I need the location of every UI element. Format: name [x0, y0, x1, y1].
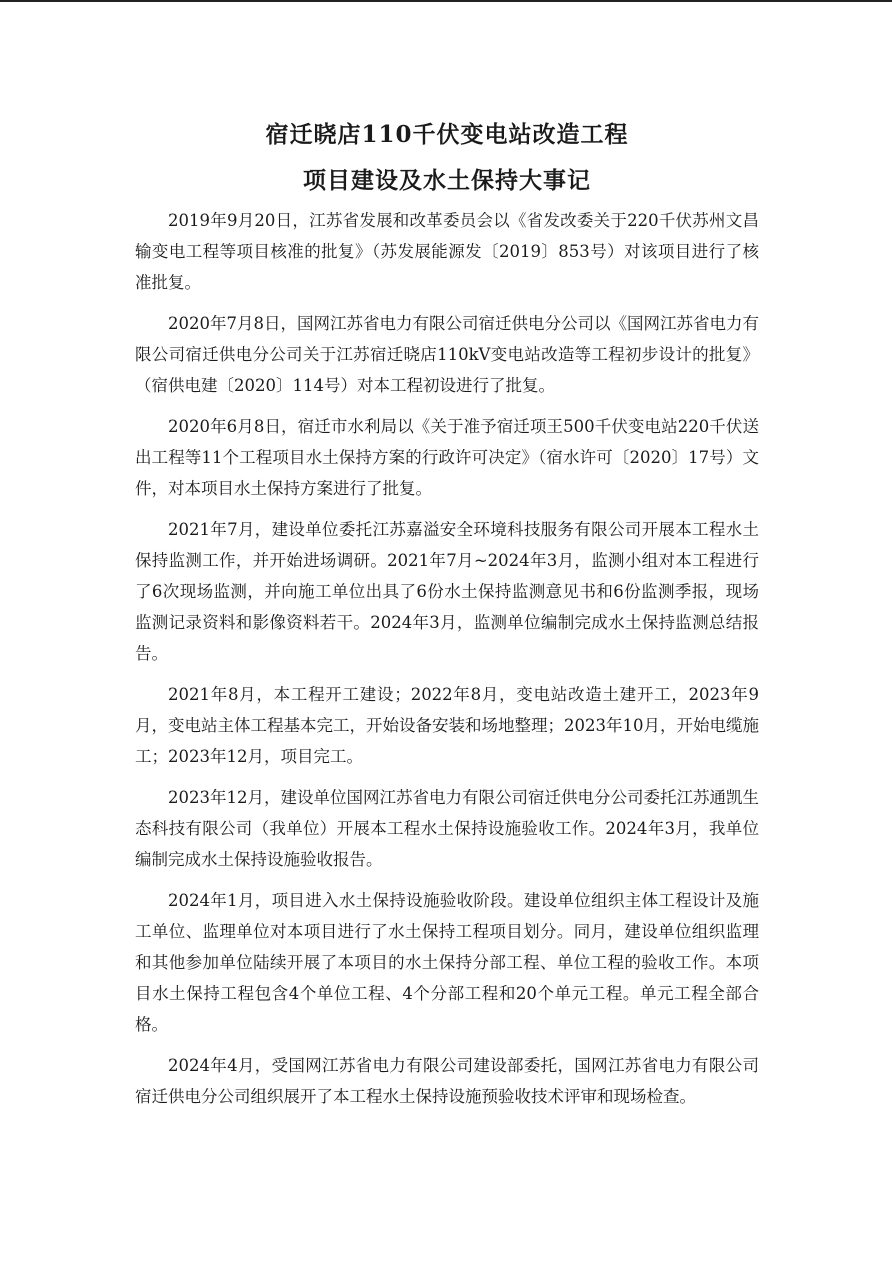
paragraph-preliminary-design-approval: 2020年7月8日，国网江苏省电力有限公司宿迁供电分公司以《国网江苏省电力有限公司宿迁供电分公司关于江苏宿迁晓店110kV变电站改造等工程初步设计的批复》（宿供电建〔2020〕114号）对本工程初设进行了批复。: [135, 314, 759, 395]
paragraph-soil-conservation-plan-approval: 2020年6月8日，宿迁市水利局以《关于准予宿迁项王500千伏变电站220千伏送出工程等11个工程项目水土保持方案的行政许可决定》（宿水许可〔2020〕17号）文件，对本项目水土保持方案进行了批复。: [135, 417, 759, 498]
paragraph-acceptance-commission: 2023年12月，建设单位国网江苏省电力有限公司宿迁供电分公司委托江苏通凯生态科技有限公司（我单位）开展本工程水土保持设施验收工作。2024年3月，我单位编制完成水土保持设施验收报告。: [135, 788, 759, 869]
paragraph-project-approval: 2019年9月20日，江苏省发展和改革委员会以《省发改委关于220千伏苏州文昌输变电工程等项目核准的批复》（苏发展能源发〔2019〕853号）对该项目进行了核准批复。: [135, 211, 759, 292]
paragraph-acceptance-stage: 2024年1月，项目进入水土保持设施验收阶段。建设单位组织主体工程设计及施工单位、监理单位对本项目进行了水土保持工程项目划分。同月，建设单位组织监理和其他参加单位陆续开展了本项目的水土保持分部工程、单位工程的验收工作。本项目水土保持工程包含4个单位工程、4个分部工程和20个单元工程。单元工程全部合格。: [135, 891, 759, 1034]
paragraph-construction-timeline: 2021年8月，本工程开工建设；2022年8月，变电站改造土建开工，2023年9月，变电站主体工程基本完工，开始设备安装和场地整理；2023年10月，开始电缆施工；2023年12月，项目完工。: [135, 685, 759, 766]
page-top-border: [0, 0, 892, 2]
paragraph-pre-acceptance-review: 2024年4月，受国网江苏省电力有限公司建设部委托，国网江苏省电力有限公司宿迁供电分公司组织展开了本工程水土保持设施预验收技术评审和现场检查。: [135, 1056, 759, 1106]
document-title-line2: 项目建设及水土保持大事记: [303, 167, 591, 194]
document-title-line1: 宿迁晓店110千伏变电站改造工程: [265, 121, 629, 148]
document-body: [135, 205, 759, 1122]
paragraph-monitoring-work: 2021年7月，建设单位委托江苏嘉溢安全环境科技服务有限公司开展本工程水土保持监测工作，并开始进场调研。2021年7月~2024年3月，监测小组对本工程进行了6次现场监测，并向施工单位出具了6份水土保持监测意见书和6份监测季报，现场监测记录资料和影像资料若干。2024年3月，监测单位编制完成水土保持监测总结报告。: [135, 520, 759, 663]
